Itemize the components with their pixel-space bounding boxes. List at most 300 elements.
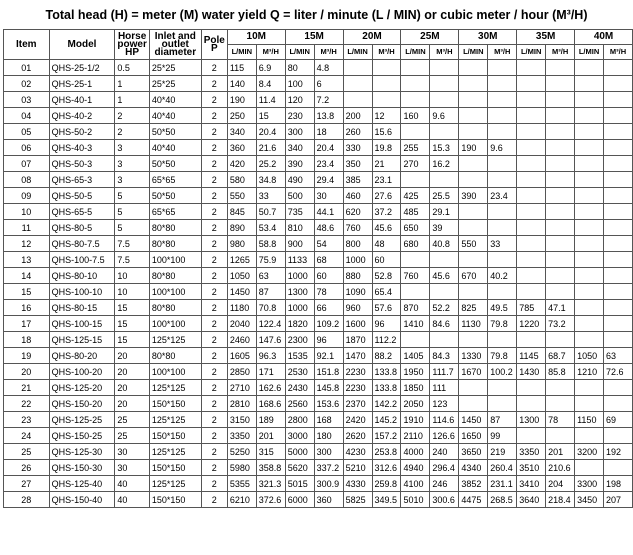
table-row xyxy=(4,76,633,92)
pole-cell: 2 xyxy=(201,76,227,92)
item-cell: 02 xyxy=(4,76,50,92)
header-inlet-outlet: Inlet and outlet diameter xyxy=(149,30,201,60)
flow-m3-h-cell: 72.6 xyxy=(604,364,633,380)
flow-l-min-cell: 1650 xyxy=(459,428,488,444)
table-row xyxy=(4,460,633,476)
flow-l-min-cell: 4940 xyxy=(401,460,430,476)
flow-l-min-cell: 800 xyxy=(343,236,372,252)
flow-m3-h-cell: 63 xyxy=(256,268,285,284)
flow-m3-h-cell xyxy=(546,172,575,188)
flow-m3-h-cell: 52.2 xyxy=(430,300,459,316)
item-cell: 07 xyxy=(4,156,50,172)
horse-power-cell: 1 xyxy=(115,76,149,92)
flow-l-min-cell: 5250 xyxy=(227,444,256,460)
flow-m3-h-cell: 87 xyxy=(488,412,517,428)
header-model: Model xyxy=(49,30,115,60)
flow-l-min-cell: 490 xyxy=(285,172,314,188)
table-row xyxy=(4,92,633,108)
horse-power-cell: 15 xyxy=(115,332,149,348)
flow-l-min-cell xyxy=(575,268,604,284)
flow-l-min-cell: 845 xyxy=(227,204,256,220)
flow-m3-h-cell: 88.2 xyxy=(372,348,401,364)
flow-m3-h-cell xyxy=(546,156,575,172)
flow-m3-h-cell: 246 xyxy=(430,476,459,492)
header-unit-m3-h: M³/H xyxy=(256,45,285,60)
flow-m3-h-cell: 45.6 xyxy=(372,220,401,236)
flow-l-min-cell: 2560 xyxy=(285,396,314,412)
flow-m3-h-cell xyxy=(430,76,459,92)
diameter-cell: 125*125 xyxy=(149,412,201,428)
table-row xyxy=(4,124,633,140)
flow-l-min-cell: 5210 xyxy=(343,460,372,476)
table-row xyxy=(4,236,633,252)
diameter-cell: 80*80 xyxy=(149,236,201,252)
flow-l-min-cell: 1300 xyxy=(285,284,314,300)
item-cell: 01 xyxy=(4,60,50,76)
flow-l-min-cell: 2300 xyxy=(285,332,314,348)
flow-l-min-cell: 255 xyxy=(401,140,430,156)
flow-l-min-cell: 460 xyxy=(343,188,372,204)
flow-l-min-cell: 230 xyxy=(285,108,314,124)
flow-m3-h-cell: 73.2 xyxy=(546,316,575,332)
flow-l-min-cell: 3640 xyxy=(517,492,546,508)
item-cell: 06 xyxy=(4,140,50,156)
flow-m3-h-cell: 23.4 xyxy=(314,156,343,172)
flow-m3-h-cell: 21.6 xyxy=(256,140,285,156)
flow-l-min-cell xyxy=(575,140,604,156)
flow-m3-h-cell: 151.8 xyxy=(314,364,343,380)
model-cell: QHS-40-3 xyxy=(49,140,115,156)
flow-m3-h-cell xyxy=(604,380,633,396)
flow-m3-h-cell: 27.6 xyxy=(372,188,401,204)
pole-cell: 2 xyxy=(201,396,227,412)
horse-power-cell: 2 xyxy=(115,108,149,124)
flow-l-min-cell: 3650 xyxy=(459,444,488,460)
flow-m3-h-cell: 162.6 xyxy=(256,380,285,396)
item-cell: 26 xyxy=(4,460,50,476)
flow-l-min-cell: 2530 xyxy=(285,364,314,380)
flow-m3-h-cell: 70.8 xyxy=(256,300,285,316)
model-cell: QHS-65-5 xyxy=(49,204,115,220)
header-item: Item xyxy=(4,30,50,60)
flow-m3-h-cell: 15.3 xyxy=(430,140,459,156)
horse-power-cell: 20 xyxy=(115,396,149,412)
flow-l-min-cell: 650 xyxy=(401,220,430,236)
flow-l-min-cell xyxy=(459,396,488,412)
table-row xyxy=(4,108,633,124)
horse-power-cell: 15 xyxy=(115,316,149,332)
flow-l-min-cell: 330 xyxy=(343,140,372,156)
table-row xyxy=(4,220,633,236)
header-pole: Pole P xyxy=(201,30,227,60)
flow-m3-h-cell xyxy=(604,252,633,268)
flow-m3-h-cell: 315 xyxy=(256,444,285,460)
flow-m3-h-cell: 259.8 xyxy=(372,476,401,492)
header-head-30m: 30M xyxy=(459,30,517,45)
flow-m3-h-cell: 300.6 xyxy=(430,492,459,508)
flow-l-min-cell: 1150 xyxy=(575,412,604,428)
flow-l-min-cell: 140 xyxy=(227,76,256,92)
flow-l-min-cell xyxy=(401,172,430,188)
flow-l-min-cell xyxy=(459,108,488,124)
flow-l-min-cell: 1430 xyxy=(517,364,546,380)
item-cell: 16 xyxy=(4,300,50,316)
diameter-cell: 25*25 xyxy=(149,60,201,76)
flow-m3-h-cell: 87 xyxy=(256,284,285,300)
flow-m3-h-cell: 8.4 xyxy=(256,76,285,92)
flow-l-min-cell: 5980 xyxy=(227,460,256,476)
model-cell: QHS-100-10 xyxy=(49,284,115,300)
flow-l-min-cell xyxy=(517,108,546,124)
header-horse-power: Horse power HP xyxy=(115,30,149,60)
flow-m3-h-cell xyxy=(604,188,633,204)
flow-m3-h-cell: 168.6 xyxy=(256,396,285,412)
model-cell: QHS-25-1 xyxy=(49,76,115,92)
diameter-cell: 65*65 xyxy=(149,204,201,220)
flow-m3-h-cell xyxy=(546,332,575,348)
flow-l-min-cell xyxy=(575,460,604,476)
flow-m3-h-cell: 65.4 xyxy=(372,284,401,300)
flow-l-min-cell: 485 xyxy=(401,204,430,220)
flow-m3-h-cell: 133.8 xyxy=(372,364,401,380)
flow-l-min-cell: 1605 xyxy=(227,348,256,364)
flow-m3-h-cell xyxy=(488,76,517,92)
flow-m3-h-cell xyxy=(604,124,633,140)
flow-m3-h-cell: 25.5 xyxy=(430,188,459,204)
flow-l-min-cell: 360 xyxy=(227,140,256,156)
flow-m3-h-cell xyxy=(430,60,459,76)
pole-cell: 2 xyxy=(201,204,227,220)
flow-l-min-cell: 425 xyxy=(401,188,430,204)
diameter-cell: 125*125 xyxy=(149,380,201,396)
item-cell: 20 xyxy=(4,364,50,380)
flow-m3-h-cell: 60 xyxy=(372,252,401,268)
flow-l-min-cell: 1470 xyxy=(343,348,372,364)
pole-cell: 2 xyxy=(201,348,227,364)
flow-m3-h-cell: 15.6 xyxy=(372,124,401,140)
flow-l-min-cell xyxy=(459,124,488,140)
diameter-cell: 80*80 xyxy=(149,220,201,236)
flow-m3-h-cell: 360 xyxy=(314,492,343,508)
diameter-cell: 150*150 xyxy=(149,396,201,412)
flow-m3-h-cell: 21 xyxy=(372,156,401,172)
flow-l-min-cell: 670 xyxy=(459,268,488,284)
flow-l-min-cell: 4230 xyxy=(343,444,372,460)
flow-m3-h-cell xyxy=(546,60,575,76)
flow-l-min-cell xyxy=(517,188,546,204)
table-row xyxy=(4,284,633,300)
flow-m3-h-cell: 69 xyxy=(604,412,633,428)
flow-m3-h-cell xyxy=(546,396,575,412)
flow-m3-h-cell: 18 xyxy=(314,124,343,140)
item-cell: 28 xyxy=(4,492,50,508)
flow-m3-h-cell xyxy=(546,428,575,444)
diameter-cell: 100*100 xyxy=(149,316,201,332)
flow-m3-h-cell: 337.2 xyxy=(314,460,343,476)
flow-l-min-cell: 80 xyxy=(285,60,314,76)
flow-m3-h-cell: 372.6 xyxy=(256,492,285,508)
flow-l-min-cell: 4000 xyxy=(401,444,430,460)
flow-m3-h-cell: 219 xyxy=(488,444,517,460)
table-row xyxy=(4,412,633,428)
flow-l-min-cell xyxy=(343,60,372,76)
flow-m3-h-cell: 63 xyxy=(604,348,633,364)
flow-m3-h-cell: 96 xyxy=(372,316,401,332)
flow-l-min-cell xyxy=(459,156,488,172)
flow-l-min-cell: 3200 xyxy=(575,444,604,460)
flow-m3-h-cell: 84.3 xyxy=(430,348,459,364)
flow-l-min-cell xyxy=(575,236,604,252)
table-row xyxy=(4,60,633,76)
flow-l-min-cell: 2230 xyxy=(343,380,372,396)
flow-l-min-cell: 1910 xyxy=(401,412,430,428)
flow-l-min-cell: 870 xyxy=(401,300,430,316)
pole-cell: 2 xyxy=(201,412,227,428)
flow-l-min-cell: 390 xyxy=(459,188,488,204)
flow-l-min-cell: 1265 xyxy=(227,252,256,268)
pole-cell: 2 xyxy=(201,300,227,316)
flow-m3-h-cell xyxy=(604,284,633,300)
flow-m3-h-cell xyxy=(546,220,575,236)
diameter-cell: 50*50 xyxy=(149,156,201,172)
flow-l-min-cell: 4340 xyxy=(459,460,488,476)
flow-m3-h-cell xyxy=(430,284,459,300)
header-unit-m3-h: M³/H xyxy=(314,45,343,60)
flow-l-min-cell xyxy=(401,284,430,300)
flow-l-min-cell: 2040 xyxy=(227,316,256,332)
flow-l-min-cell: 160 xyxy=(401,108,430,124)
header-head-25m: 25M xyxy=(401,30,459,45)
flow-l-min-cell xyxy=(459,76,488,92)
flow-l-min-cell: 900 xyxy=(285,236,314,252)
flow-l-min-cell xyxy=(575,300,604,316)
flow-l-min-cell: 550 xyxy=(227,188,256,204)
pump-performance-table xyxy=(3,29,633,508)
flow-m3-h-cell xyxy=(430,172,459,188)
flow-m3-h-cell: 296.4 xyxy=(430,460,459,476)
flow-l-min-cell: 1130 xyxy=(459,316,488,332)
flow-m3-h-cell xyxy=(546,380,575,396)
flow-m3-h-cell: 180 xyxy=(314,428,343,444)
flow-m3-h-cell xyxy=(488,284,517,300)
model-cell: QHS-150-40 xyxy=(49,492,115,508)
flow-l-min-cell: 880 xyxy=(343,268,372,284)
table-row xyxy=(4,332,633,348)
flow-m3-h-cell: 11.4 xyxy=(256,92,285,108)
horse-power-cell: 3 xyxy=(115,172,149,188)
flow-m3-h-cell xyxy=(488,220,517,236)
flow-m3-h-cell: 23.1 xyxy=(372,172,401,188)
model-cell: QHS-125-25 xyxy=(49,412,115,428)
flow-l-min-cell xyxy=(575,316,604,332)
table-row xyxy=(4,492,633,508)
flow-m3-h-cell xyxy=(546,284,575,300)
flow-m3-h-cell: 52.8 xyxy=(372,268,401,284)
flow-m3-h-cell: 20.4 xyxy=(256,124,285,140)
flow-m3-h-cell xyxy=(488,252,517,268)
flow-m3-h-cell xyxy=(604,268,633,284)
flow-l-min-cell xyxy=(575,380,604,396)
diameter-cell: 100*100 xyxy=(149,364,201,380)
horse-power-cell: 15 xyxy=(115,300,149,316)
flow-l-min-cell xyxy=(401,252,430,268)
flow-m3-h-cell xyxy=(546,236,575,252)
diameter-cell: 125*125 xyxy=(149,444,201,460)
flow-l-min-cell: 1820 xyxy=(285,316,314,332)
flow-l-min-cell xyxy=(575,284,604,300)
flow-l-min-cell: 300 xyxy=(285,124,314,140)
flow-m3-h-cell xyxy=(430,332,459,348)
flow-m3-h-cell: 66 xyxy=(314,300,343,316)
flow-m3-h-cell xyxy=(604,108,633,124)
model-cell: QHS-50-5 xyxy=(49,188,115,204)
flow-l-min-cell xyxy=(343,76,372,92)
flow-l-min-cell xyxy=(517,172,546,188)
flow-l-min-cell xyxy=(517,332,546,348)
flow-m3-h-cell xyxy=(604,332,633,348)
horse-power-cell: 30 xyxy=(115,460,149,476)
flow-m3-h-cell xyxy=(546,204,575,220)
flow-l-min-cell xyxy=(517,76,546,92)
diameter-cell: 150*150 xyxy=(149,428,201,444)
pole-cell: 2 xyxy=(201,380,227,396)
flow-m3-h-cell: 29.4 xyxy=(314,172,343,188)
flow-m3-h-cell: 49.5 xyxy=(488,300,517,316)
flow-l-min-cell xyxy=(517,92,546,108)
table-row xyxy=(4,428,633,444)
pole-cell: 2 xyxy=(201,284,227,300)
flow-l-min-cell xyxy=(517,124,546,140)
flow-m3-h-cell xyxy=(488,156,517,172)
pole-cell: 2 xyxy=(201,332,227,348)
flow-m3-h-cell: 112.2 xyxy=(372,332,401,348)
flow-m3-h-cell: 40.2 xyxy=(488,268,517,284)
flow-l-min-cell: 4475 xyxy=(459,492,488,508)
flow-m3-h-cell: 20.4 xyxy=(314,140,343,156)
horse-power-cell: 7.5 xyxy=(115,252,149,268)
flow-m3-h-cell: 147.6 xyxy=(256,332,285,348)
header-unit-l-min: L/MIN xyxy=(575,45,604,60)
horse-power-cell: 10 xyxy=(115,284,149,300)
flow-l-min-cell: 1300 xyxy=(517,412,546,428)
table-row xyxy=(4,140,633,156)
flow-l-min-cell: 1220 xyxy=(517,316,546,332)
flow-l-min-cell xyxy=(401,124,430,140)
header-unit-m3-h: M³/H xyxy=(372,45,401,60)
flow-l-min-cell xyxy=(401,332,430,348)
flow-m3-h-cell xyxy=(546,188,575,204)
item-cell: 15 xyxy=(4,284,50,300)
table-row xyxy=(4,204,633,220)
flow-m3-h-cell xyxy=(546,108,575,124)
diameter-cell: 40*40 xyxy=(149,140,201,156)
flow-l-min-cell xyxy=(517,396,546,412)
flow-l-min-cell xyxy=(575,76,604,92)
flow-m3-h-cell: 37.2 xyxy=(372,204,401,220)
flow-l-min-cell xyxy=(459,284,488,300)
flow-m3-h-cell: 201 xyxy=(546,444,575,460)
pole-cell: 2 xyxy=(201,156,227,172)
flow-l-min-cell xyxy=(575,172,604,188)
flow-m3-h-cell: 204 xyxy=(546,476,575,492)
flow-m3-h-cell: 79.8 xyxy=(488,316,517,332)
horse-power-cell: 25 xyxy=(115,428,149,444)
flow-m3-h-cell xyxy=(488,172,517,188)
flow-l-min-cell xyxy=(575,332,604,348)
flow-m3-h-cell: 145.2 xyxy=(372,412,401,428)
flow-m3-h-cell: 25.2 xyxy=(256,156,285,172)
flow-l-min-cell xyxy=(459,220,488,236)
flow-m3-h-cell xyxy=(430,92,459,108)
flow-l-min-cell xyxy=(575,396,604,412)
flow-m3-h-cell: 60 xyxy=(314,268,343,284)
flow-l-min-cell: 250 xyxy=(227,108,256,124)
flow-m3-h-cell xyxy=(546,76,575,92)
flow-m3-h-cell xyxy=(372,60,401,76)
diameter-cell: 80*80 xyxy=(149,348,201,364)
pole-cell: 2 xyxy=(201,92,227,108)
flow-m3-h-cell xyxy=(488,60,517,76)
header-unit-l-min: L/MIN xyxy=(401,45,430,60)
flow-m3-h-cell: 33 xyxy=(488,236,517,252)
flow-l-min-cell xyxy=(459,332,488,348)
flow-m3-h-cell: 9.6 xyxy=(488,140,517,156)
flow-m3-h-cell xyxy=(604,76,633,92)
flow-l-min-cell xyxy=(517,204,546,220)
flow-m3-h-cell: 33 xyxy=(256,188,285,204)
flow-m3-h-cell xyxy=(604,396,633,412)
pole-cell: 2 xyxy=(201,316,227,332)
flow-m3-h-cell: 142.2 xyxy=(372,396,401,412)
flow-l-min-cell xyxy=(401,92,430,108)
horse-power-cell: 5 xyxy=(115,188,149,204)
flow-l-min-cell: 785 xyxy=(517,300,546,316)
flow-m3-h-cell: 78 xyxy=(546,412,575,428)
horse-power-cell: 20 xyxy=(115,364,149,380)
flow-l-min-cell: 1600 xyxy=(343,316,372,332)
horse-power-cell: 25 xyxy=(115,412,149,428)
header-head-10m: 10M xyxy=(227,30,285,45)
flow-l-min-cell: 1000 xyxy=(285,268,314,284)
flow-l-min-cell xyxy=(575,156,604,172)
flow-l-min-cell xyxy=(575,124,604,140)
table-row xyxy=(4,188,633,204)
flow-m3-h-cell xyxy=(488,332,517,348)
table-row xyxy=(4,268,633,284)
flow-l-min-cell xyxy=(401,76,430,92)
flow-l-min-cell: 1850 xyxy=(401,380,430,396)
flow-l-min-cell xyxy=(459,252,488,268)
flow-m3-h-cell: 321.3 xyxy=(256,476,285,492)
flow-m3-h-cell: 6.9 xyxy=(256,60,285,76)
flow-l-min-cell: 5620 xyxy=(285,460,314,476)
flow-l-min-cell: 2230 xyxy=(343,364,372,380)
model-cell: QHS-150-20 xyxy=(49,396,115,412)
flow-l-min-cell: 735 xyxy=(285,204,314,220)
flow-l-min-cell: 4330 xyxy=(343,476,372,492)
flow-l-min-cell xyxy=(575,252,604,268)
flow-l-min-cell: 2050 xyxy=(401,396,430,412)
flow-l-min-cell: 3000 xyxy=(285,428,314,444)
flow-m3-h-cell: 48 xyxy=(372,236,401,252)
flow-l-min-cell: 550 xyxy=(459,236,488,252)
model-cell: QHS-80-20 xyxy=(49,348,115,364)
flow-m3-h-cell: 111.7 xyxy=(430,364,459,380)
table-row xyxy=(4,396,633,412)
flow-m3-h-cell xyxy=(604,236,633,252)
flow-l-min-cell: 1180 xyxy=(227,300,256,316)
flow-m3-h-cell xyxy=(604,300,633,316)
